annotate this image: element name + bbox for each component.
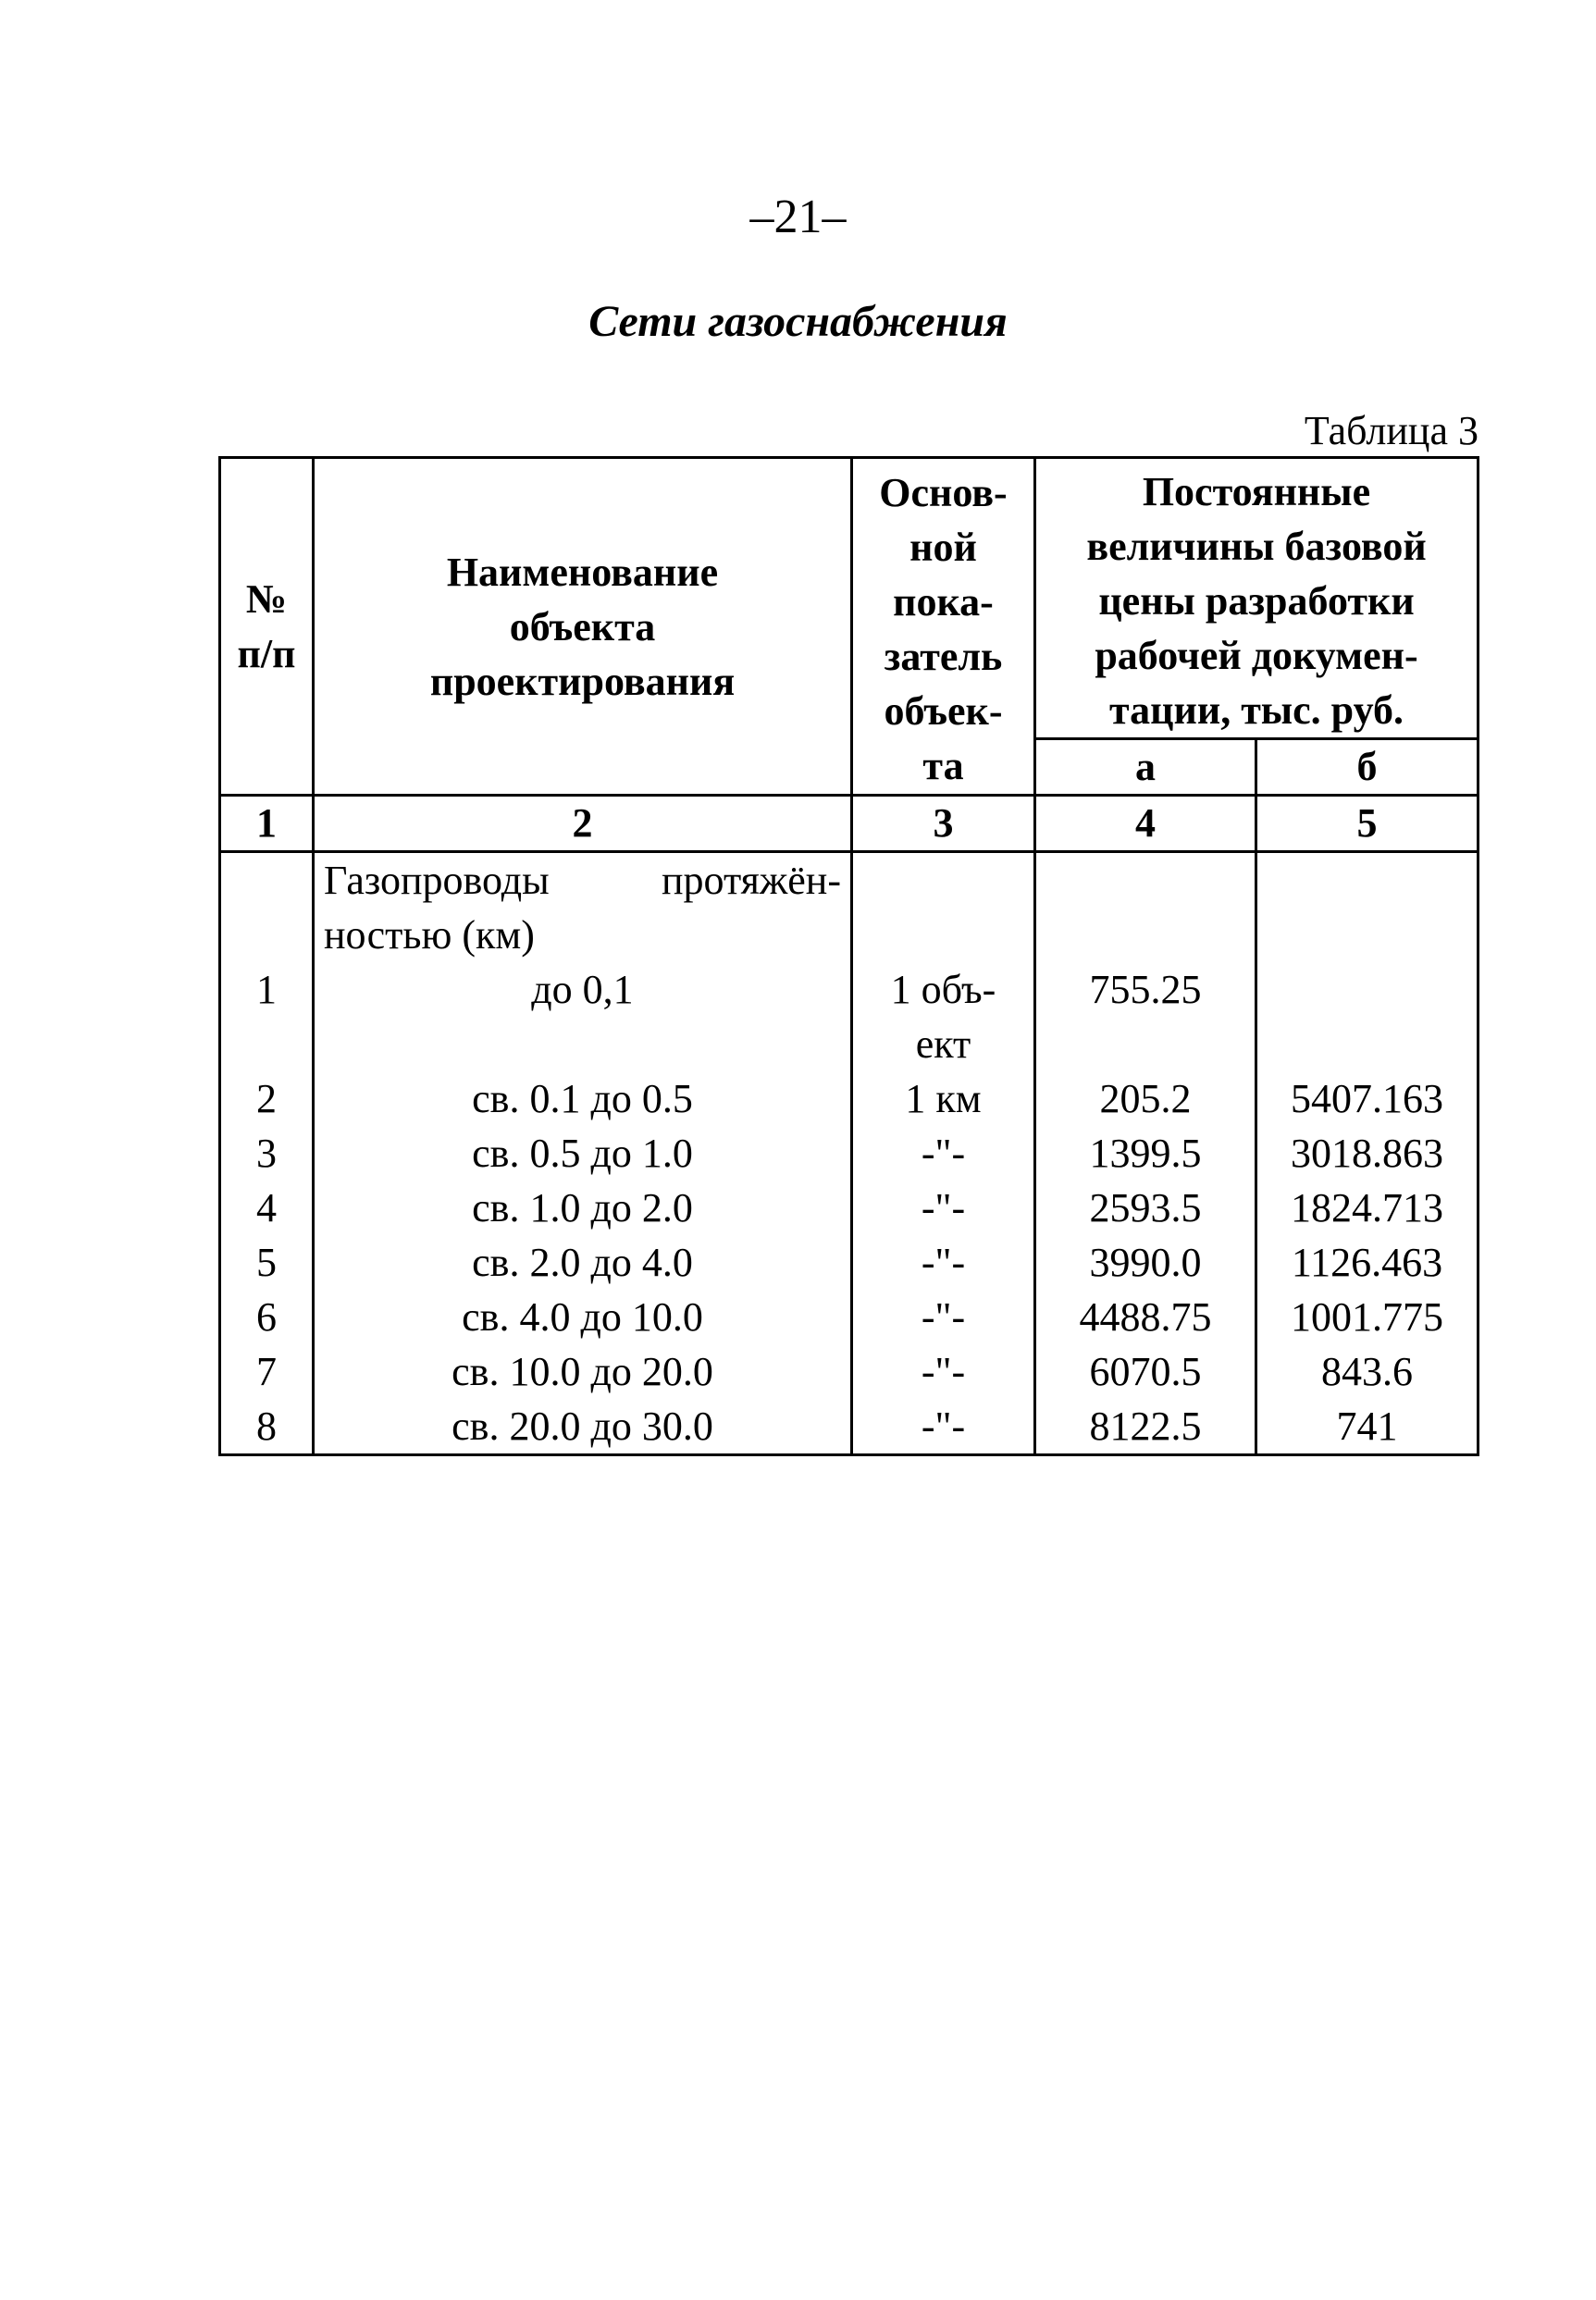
cell-values-b xyxy=(1256,852,1478,1455)
header-col-number-line: п/п xyxy=(237,631,296,676)
column-number: 3 xyxy=(852,796,1035,852)
row-name: до 0,1 xyxy=(531,967,634,1012)
column-number: 4 xyxy=(1035,796,1256,852)
row-number: 1 xyxy=(256,967,277,1012)
row-number: 2 xyxy=(256,1076,277,1121)
column-number: 5 xyxy=(1256,796,1478,852)
header-sub-a: а xyxy=(1035,739,1256,796)
header-col-values-line: цены разработки xyxy=(1098,578,1415,624)
header-col-number xyxy=(220,458,314,796)
column-number: 1 xyxy=(220,796,314,852)
row-indicator: -"- xyxy=(921,1294,966,1340)
row-value-b: 843.6 xyxy=(1321,1349,1413,1394)
header-col-number-line: № xyxy=(245,576,288,622)
row-indicator: -"- xyxy=(921,1185,966,1230)
row-value-a: 6070.5 xyxy=(1089,1349,1202,1394)
group-title-line: Газопроводы протяжён- xyxy=(324,858,841,903)
row-number: 4 xyxy=(256,1185,277,1230)
group-title-line: ностью (км) xyxy=(324,912,535,958)
section-heading: Сети газоснабжения xyxy=(588,297,1008,346)
row-number: 5 xyxy=(256,1240,277,1285)
row-value-b: 5407.163 xyxy=(1291,1076,1443,1121)
header-col-indicator-line: пока- xyxy=(893,579,994,624)
header-col-values-line: тации, тыс. руб. xyxy=(1108,687,1404,733)
header-col-name-line: объекта xyxy=(509,603,656,649)
row-value-b: 1126.463 xyxy=(1291,1240,1443,1285)
header-col-indicator-line: объек- xyxy=(884,688,1003,734)
header-col-indicator-line: ной xyxy=(909,525,977,570)
row-indicator: -"- xyxy=(921,1349,966,1394)
row-name: св. 2.0 до 4.0 xyxy=(472,1240,693,1285)
page-number: –21– xyxy=(749,191,847,243)
header-col-values xyxy=(1035,458,1478,739)
column-number: 2 xyxy=(314,796,852,852)
price-table xyxy=(218,456,1479,1456)
row-number: 3 xyxy=(256,1131,277,1176)
row-name: св. 0.1 до 0.5 xyxy=(472,1076,693,1121)
row-name: св. 20.0 до 30.0 xyxy=(452,1403,713,1449)
row-name: св. 0.5 до 1.0 xyxy=(472,1131,693,1176)
row-indicator: ект xyxy=(915,1021,971,1067)
row-value-b: 1001.775 xyxy=(1291,1294,1443,1340)
header-col-values-line: рабочей докумен- xyxy=(1095,633,1418,678)
row-indicator: 1 объ- xyxy=(890,967,996,1012)
row-number: 7 xyxy=(256,1349,277,1394)
row-value-b xyxy=(1257,962,1477,1017)
row-value-b: 3018.863 xyxy=(1291,1131,1443,1176)
row-value-a: 4488.75 xyxy=(1079,1294,1212,1340)
row-value-a: 205.2 xyxy=(1099,1076,1192,1121)
row-number: 6 xyxy=(256,1294,277,1340)
header-col-name-line: проектирования xyxy=(429,658,736,704)
column-number-row xyxy=(220,796,1478,852)
header-col-indicator xyxy=(852,458,1035,796)
row-value-a: 755.25 xyxy=(1089,967,1202,1012)
header-col-indicator-line: Основ- xyxy=(879,470,1008,515)
row-value-a: 8122.5 xyxy=(1089,1403,1202,1449)
header-col-name-line: Наименование xyxy=(446,549,719,595)
row-number: 8 xyxy=(256,1403,277,1449)
row-name: св. 1.0 до 2.0 xyxy=(472,1185,693,1230)
header-col-indicator-line: та xyxy=(922,743,964,788)
row-name: св. 4.0 до 10.0 xyxy=(462,1294,703,1340)
row-value-a: 3990.0 xyxy=(1089,1240,1202,1285)
row-value-b: 1824.713 xyxy=(1291,1185,1443,1230)
cell-names xyxy=(314,852,852,1455)
header-col-values-line: величины базовой xyxy=(1086,524,1427,569)
header-row xyxy=(220,458,1478,739)
row-indicator: -"- xyxy=(921,1131,966,1176)
header-col-values-line: Постоянные xyxy=(1142,469,1371,514)
row-name: св. 10.0 до 20.0 xyxy=(452,1349,713,1394)
row-indicator: -"- xyxy=(921,1240,966,1285)
row-value-a: 1399.5 xyxy=(1089,1131,1202,1176)
cell-numbers xyxy=(220,852,314,1455)
row-value-a: 2593.5 xyxy=(1089,1185,1202,1230)
header-col-name xyxy=(314,458,852,796)
cell-indicators xyxy=(852,852,1035,1455)
header-col-indicator-line: затель xyxy=(884,634,1003,679)
header-sub-b: б xyxy=(1256,739,1478,796)
table-body-row xyxy=(220,852,1478,1455)
row-indicator: 1 км xyxy=(905,1076,982,1121)
row-indicator: -"- xyxy=(921,1403,966,1449)
table-label: Таблица 3 xyxy=(1304,408,1478,453)
row-value-b: 741 xyxy=(1336,1403,1398,1449)
cell-values-a xyxy=(1035,852,1256,1455)
